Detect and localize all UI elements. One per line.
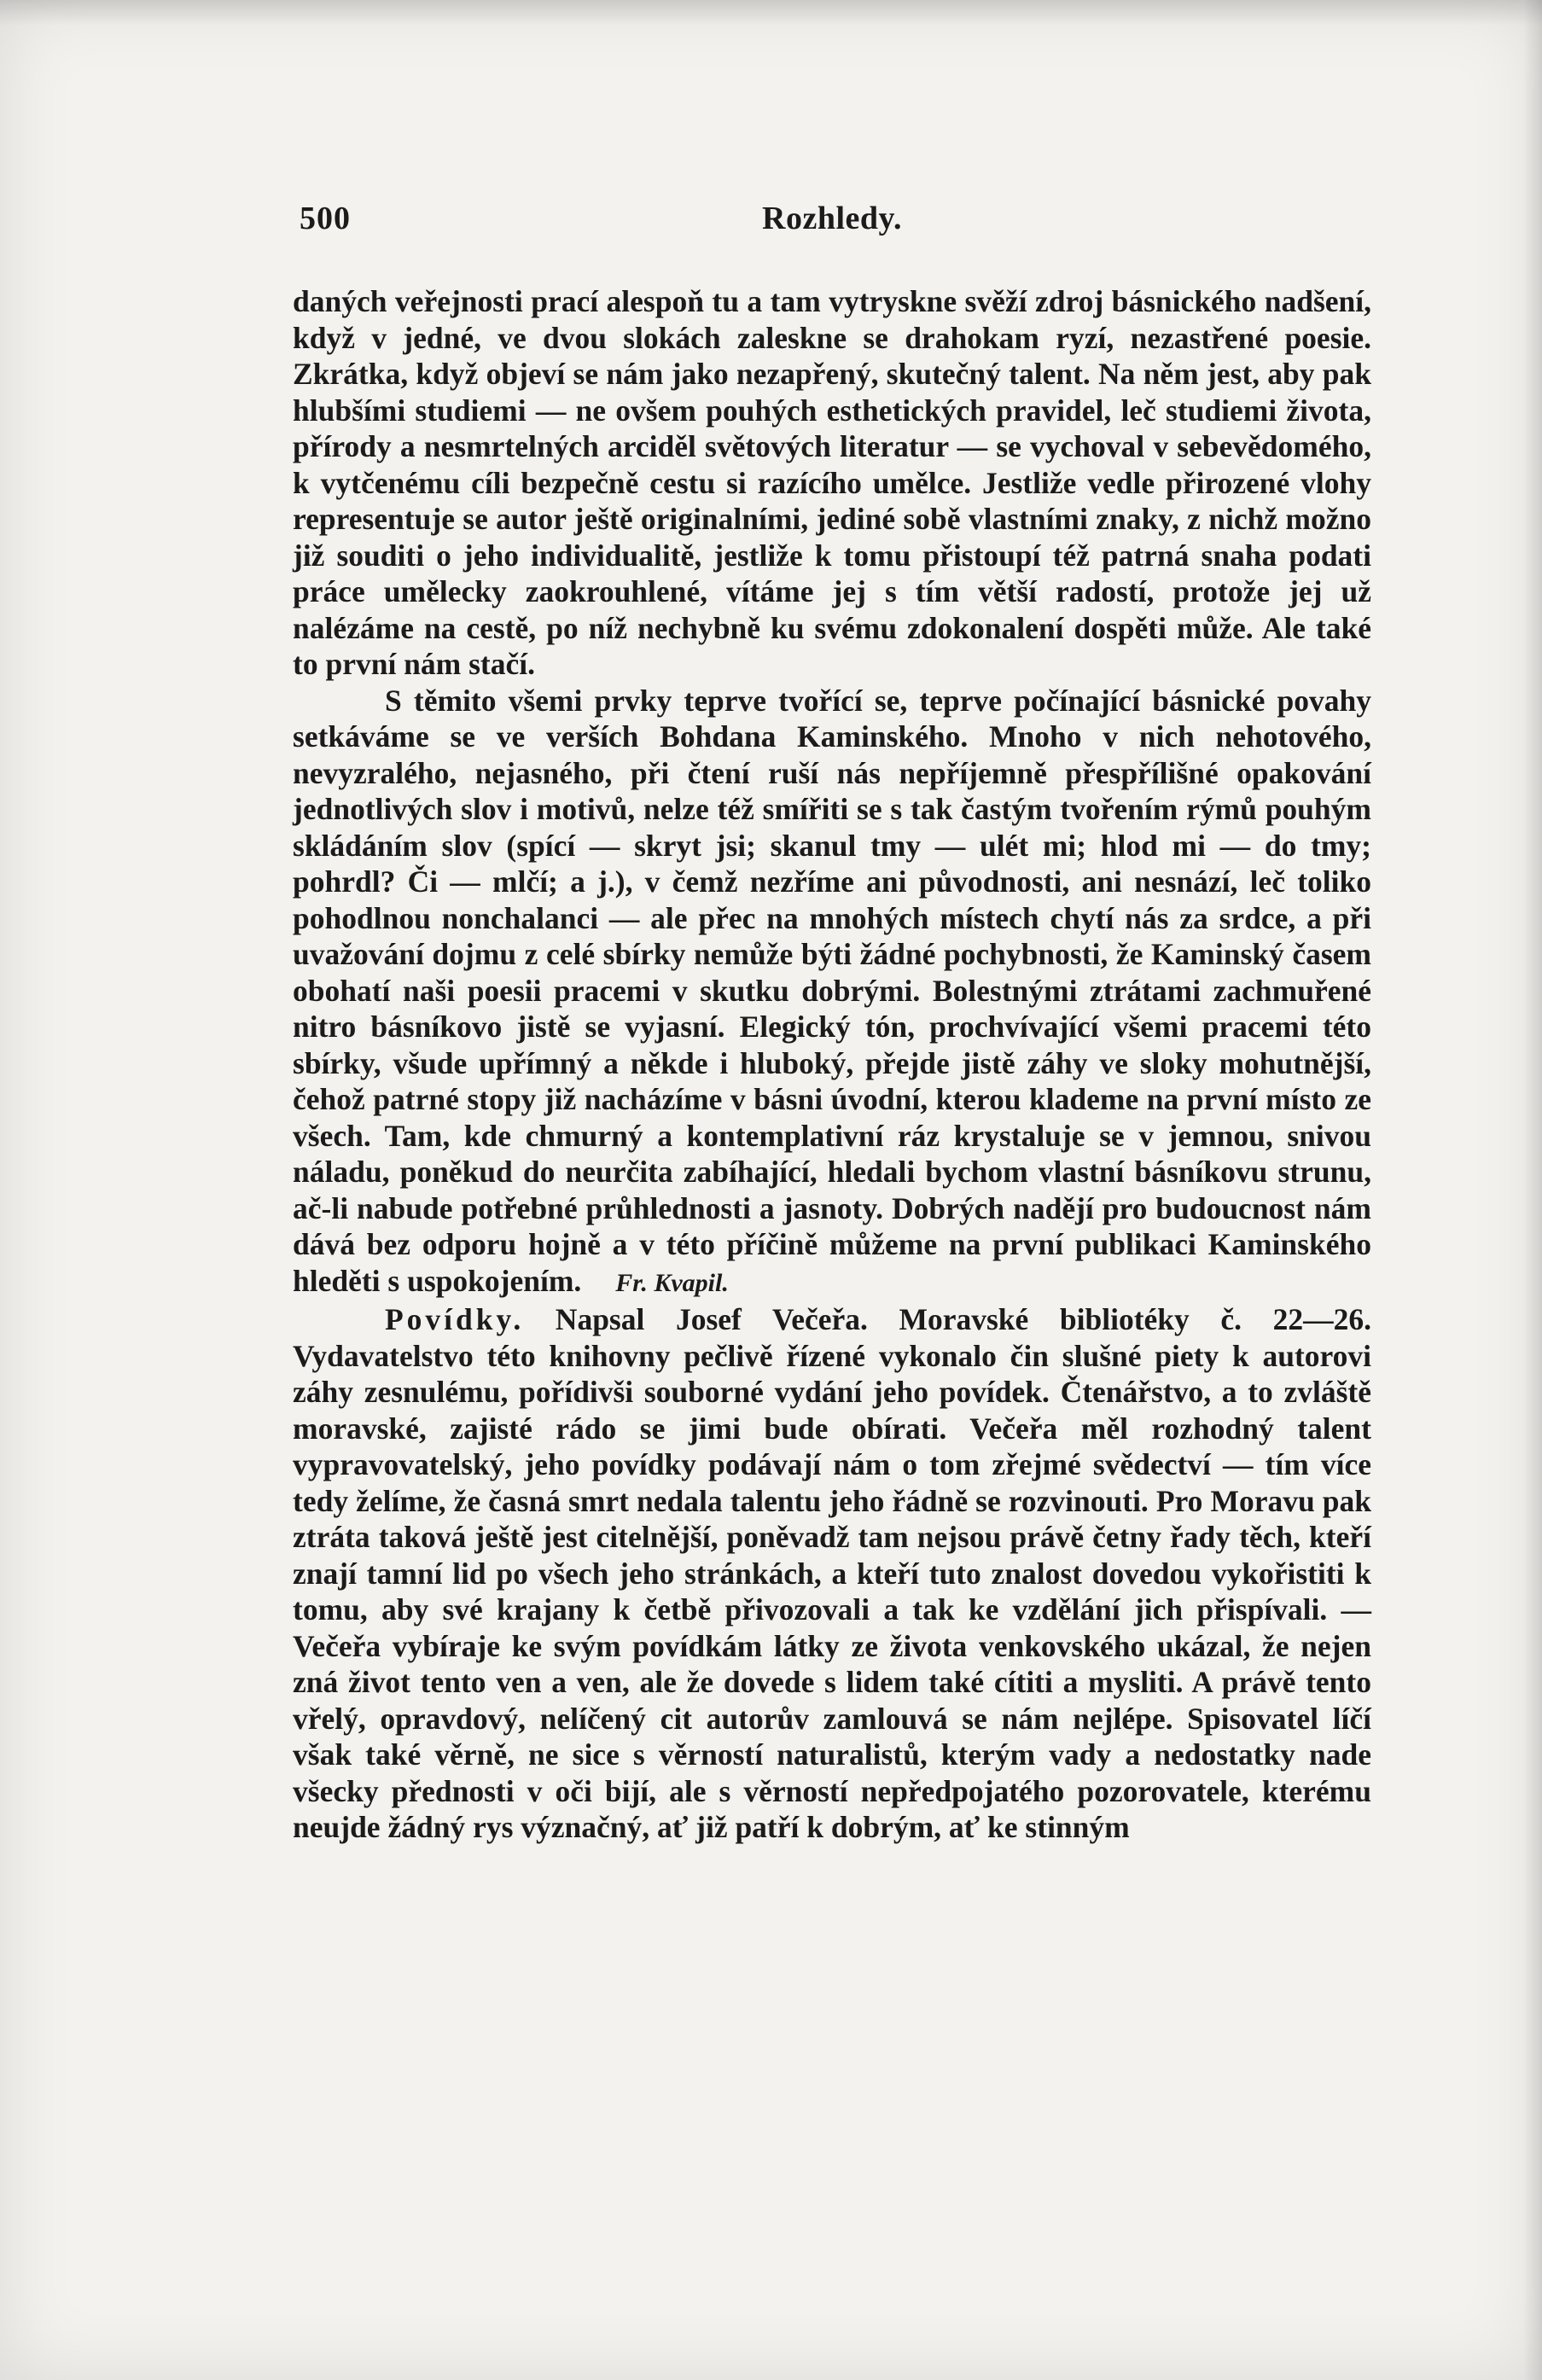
review-title: Povídky.: [385, 1302, 525, 1336]
running-title: Rozhledy.: [762, 201, 902, 236]
text-block: [293, 196, 1371, 1846]
page-number: 500: [300, 201, 351, 236]
body-text: [293, 283, 1371, 1846]
paragraph-3-text: Napsal Josef Večeřa. Moravské bibliotéky č. 22—26. Vydavatelstvo této knihovny pečlivě řízené vykonalo čin slušné piety k autorovi záhy zesnulému, pořídivši souborné vydání jeho povídek. Čtenářstvo, a to zvláště moravské, zajisté rádo se jimi bude obírati. Večeřa měl rozhodný talent vypravovatelský, jeho povídky podávají nám o tom zřejmé svědectví — tím více tedy želíme, že časná smrt nedala talentu jeho řádně se rozvinouti. Pro Moravu pak ztráta taková ještě jest citelnější, poněvadž tam nejsou právě četny řady těch, kteří znají tamní lid po všech jeho stránkách, a kteří tuto znalost dovedou vykořistiti k tomu, aby své krajany k četbě přivozovali a tak ke vzdělání jich přispívali. — Večeřa vybíraje ke svým povídkám látky ze života venkovského ukázal, že nejen zná život tento ven a ven, ale že dovede s lidem také cítiti a mysliti. A právě tento vřelý, opravdový, nelíčený cit autorův zamlouvá se nám nejlépe. Spisovatel líčí však také věrně, ne sice s věrností naturalistů, kterým vady a nedostatky nade všecky přednosti v oči bijí, ale s věrností nepředpojatého pozorovatele, kterému neujde žádný rys význačný, ať již patří k dobrým, ať ke stinným: [293, 1302, 1371, 1844]
page-shadow-right: [1523, 0, 1542, 2380]
page-shadow-top: [0, 0, 1542, 26]
running-head: [293, 196, 1371, 258]
author-signature: Fr. Kvapil.: [615, 1268, 729, 1297]
paragraph-2-text: S těmito všemi prvky teprve tvořící se, teprve počínající básnické povahy setkáváme se ve verších Bohdana Kaminského. Mnoho v nich nehotového, nevyzralého, nejasného, při čtení ruší nás nepříjemně přespřílišné opakování jednotlivých slov i motivů, nelze též smířiti se s tak častým tvořením rýmů pouhým skládáním slov (spící — skryt jsi; skanul tmy — ulét mi; hlod mi — do tmy; pohrdl? Či — mlčí; a j.), v čemž nezříme ani původnosti, ani nesnází, leč toliko pohodlnou nonchalanci — ale přec na mnohých místech chytí nás za srdce, a při uvažování dojmu z celé sbírky nemůže býti žádné pochybnosti, že Kaminský časem obohatí naši poesii pracemi v skutku dobrými. Bolestnými ztrátami zachmuřené nitro básníkovo jistě se vyjasní. Elegický tón, prochvívající všemi pracemi této sbírky, všude upřímný a někde i hluboký, přejde jistě záhy ve sloky mohutnější, čehož patrné stopy již nacházíme v básni úvodní, kterou klademe na první místo ze všech. Tam, kde chmurný a kontemplativní ráz krystaluje se v jemnou, snivou náladu, poněkud do neurčita zabíhající, hledali bychom vlastní básníkovu strunu, ač-li nabude potřebné průhlednosti a jasnoty. Dobrých nadějí pro budoucnost nám dává bez odporu hojně a v této příčině můžeme na první publikaci Kaminského hleděti s uspokojením.: [293, 683, 1371, 1298]
paragraph-3: [293, 1301, 1371, 1846]
paragraph-2: [293, 683, 1371, 1302]
paragraph-1-text: daných veřejnosti prací alespoň tu a tam vytryskne svěží zdroj básnického nadšení, když v jedné, ve dvou slokách zaleskne se drahokam ryzí, nezastřené poesie. Zkrátka, když objeví se nám jako nezapřený, skutečný talent. Na něm jest, aby pak hlubšími studiemi — ne ovšem pouhých esthetických pravidel, leč studiemi života, přírody a nesmrtelných arciděl světových literatur — se vychoval v sebevědomého, k vytčenému cíli bezpečně cestu si razícího umělce. Jestliže vedle přirozené vlohy representuje se autor ještě originalními, jediné sobě vlastními znaky, z nichž možno již souditi o jeho individualitě, jestliže k tomu přistoupí též patrná snaha podati práce umělecky zaokrouhlené, vítáme jej s tím větší radostí, protože jej už nalézáme na cestě, po níž nechybně ku svému zdokonalení dospěti může. Ale také to první nám stačí.: [293, 284, 1371, 681]
paragraph-1: [293, 283, 1371, 683]
